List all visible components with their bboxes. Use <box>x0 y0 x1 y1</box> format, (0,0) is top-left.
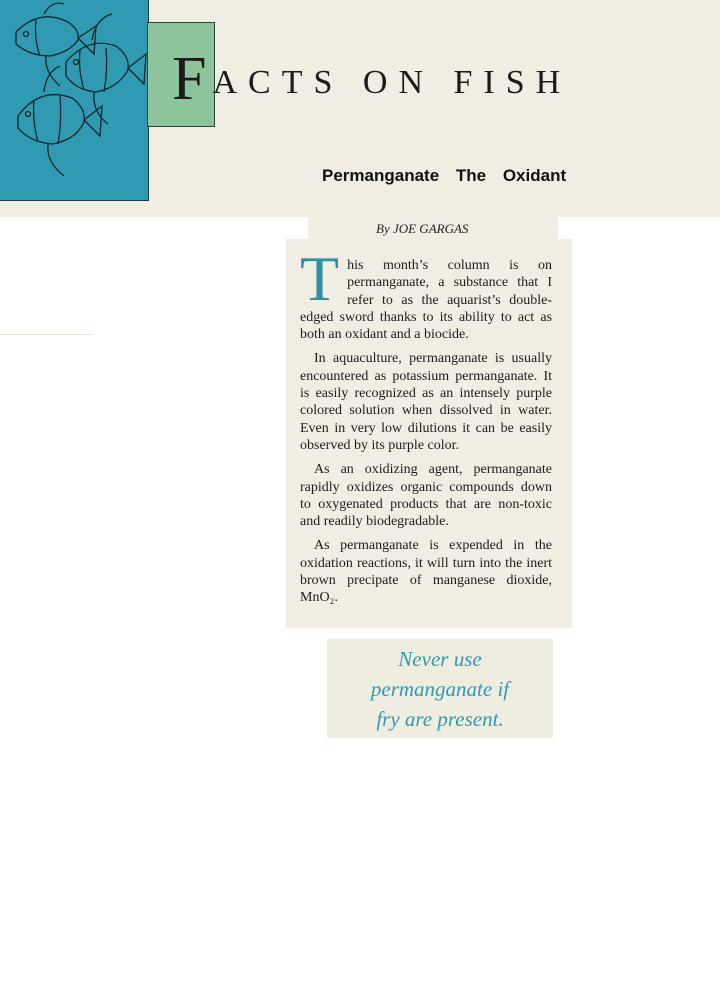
article-subtitle: Permanganate The Oxidant <box>322 166 567 185</box>
article-body <box>286 239 572 628</box>
pull-quote <box>327 639 553 738</box>
pull-quote-line: permanganate if <box>370 676 510 701</box>
pull-quote-text <box>350 644 530 734</box>
paragraph: As an oxidizing agent, permanganate rapidly oxidizes organic compounds down to oxygenated products that are non-toxic and readily biodegradable. <box>300 462 552 530</box>
angelfish-icon <box>66 14 146 124</box>
header-band <box>0 0 720 217</box>
angelfish-icon <box>16 3 96 86</box>
pull-quote-line: Never use <box>398 646 482 671</box>
drop-cap: T <box>300 243 340 314</box>
paragraph-text: his month’s column is on permanganate, a substance that I refer to as the aquarist’s double-edged sword thanks to its ability to act as both an oxidant and a biocide. <box>300 258 552 343</box>
paragraph: As permanganate is expended in the oxidation reactions, it will turn into the inert brown precipate of manganese dioxide, MnO₂. <box>300 538 552 606</box>
page-title <box>172 45 572 113</box>
pull-quote-line: fry are present. <box>376 706 504 731</box>
angelfish-illustration-icon <box>0 0 150 200</box>
paragraph: In aquaculture, permanganate is usually encountered as potassium permanganate. It is easily recognized as an intensely purple colored solution when dissolved in water. Even in very low dilutions it can be easily observed by its purple color. <box>300 351 552 453</box>
byline: By JOE GARGAS <box>376 221 469 236</box>
divider <box>0 334 92 335</box>
angelfish-icon <box>18 66 102 176</box>
paragraph <box>300 243 552 343</box>
title-rest: ACTS ON FISH <box>212 64 572 101</box>
title-initial: F <box>172 45 207 113</box>
